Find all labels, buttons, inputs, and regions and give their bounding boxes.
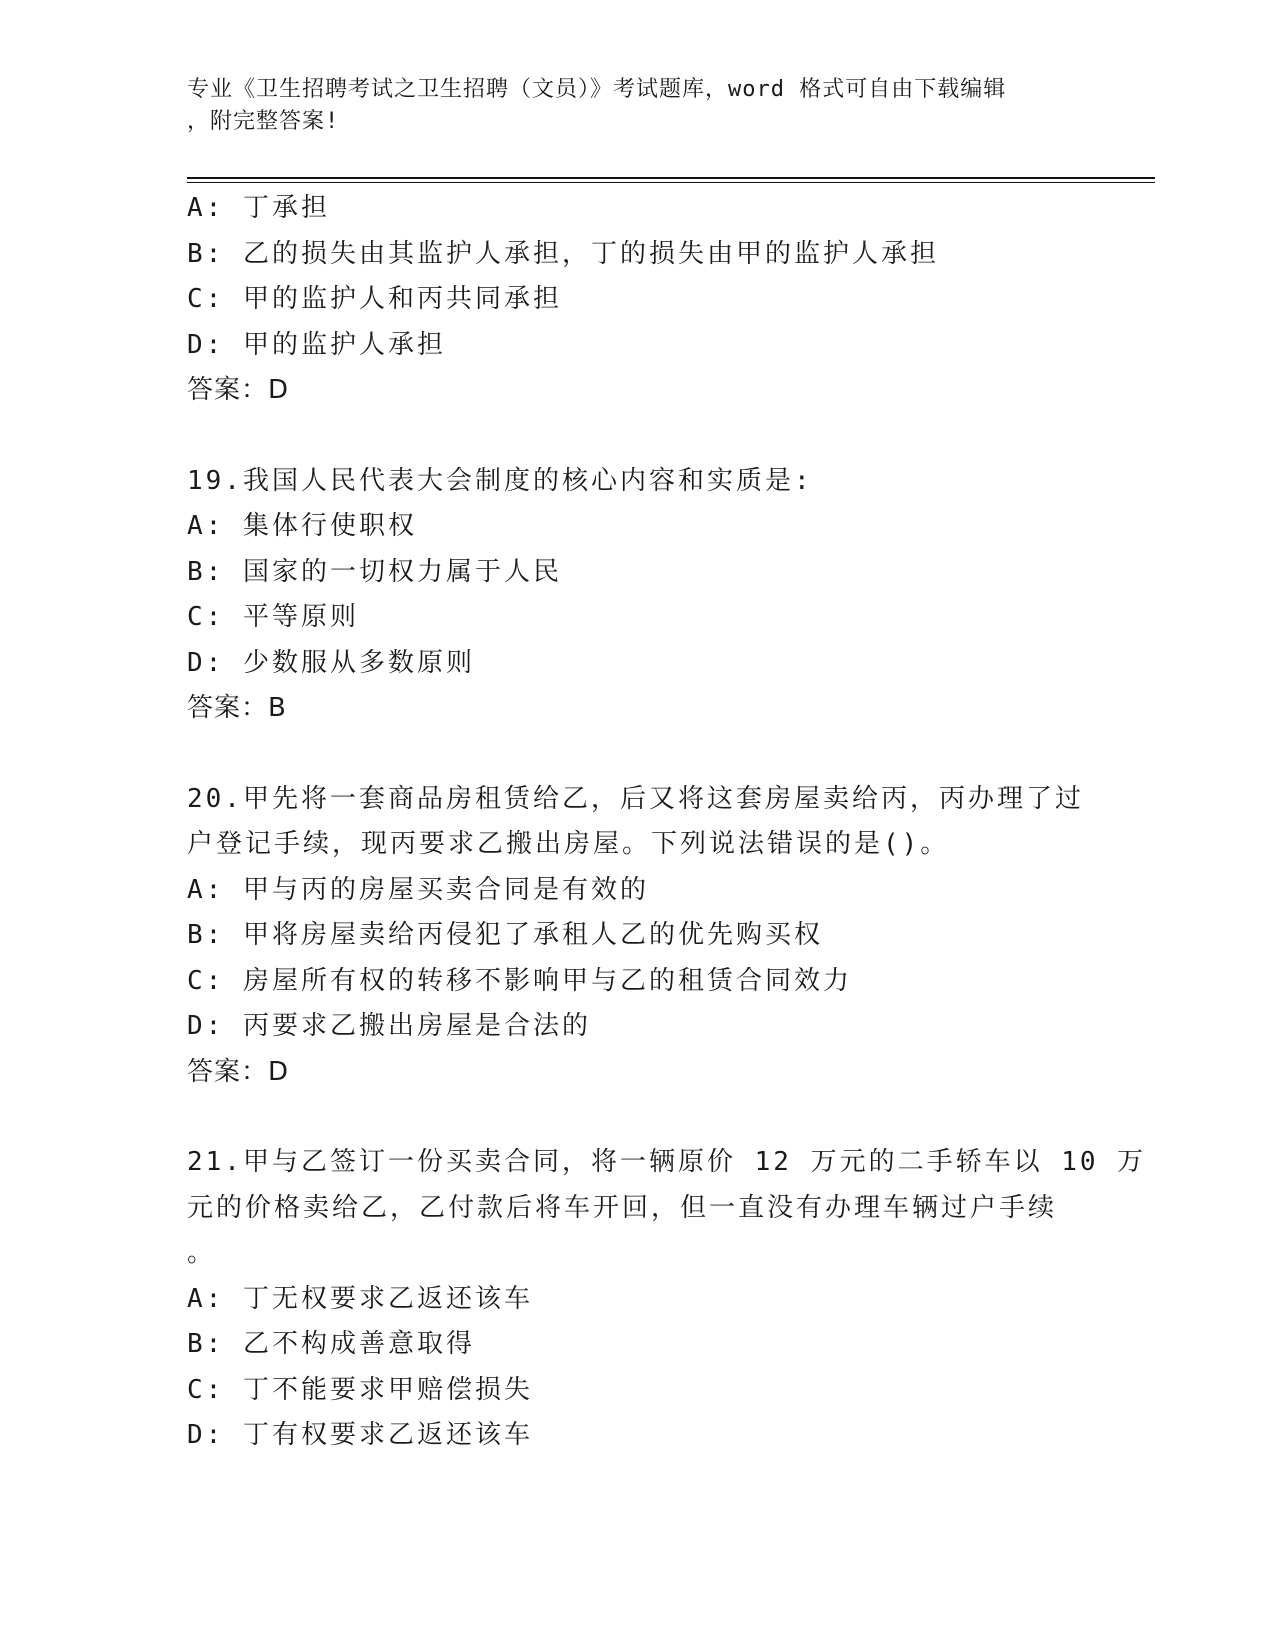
header-line-2: ，附完整答案! xyxy=(187,109,340,134)
option-d: D: 丙要求乙搬出房屋是合法的 xyxy=(187,1011,591,1041)
option-d: D: 少数服从多数原则 xyxy=(187,647,475,678)
answer: 答案：B xyxy=(187,693,287,723)
spacer xyxy=(187,414,1087,459)
header-line-1: 专业《卫生招聘考试之卫生招聘（文员）》考试题库，word 格式可自由下载编辑 xyxy=(187,77,1007,102)
question-19 xyxy=(187,459,1087,732)
option-b: B: 国家的一切权力属于人民 xyxy=(187,556,562,587)
question-text: 19.我国人民代表大会制度的核心内容和实质是: xyxy=(187,465,813,496)
option-d: D: 甲的监护人承担 xyxy=(187,329,446,360)
option-c: C: 房屋所有权的转移不影响甲与乙的租赁合同效力 xyxy=(187,965,852,996)
option-b: B: 甲将房屋卖给丙侵犯了承租人乙的优先购买权 xyxy=(187,920,823,950)
question-21 xyxy=(187,1140,1147,1459)
question-text-line-3: 。 xyxy=(187,1238,217,1268)
question-text-line-2: 户登记手续，现丙要求乙搬出房屋。下列说法错误的是()。 xyxy=(187,829,950,859)
question-text-line-1: 21.甲与乙签订一份买卖合同，将一辆原价 12 万元的二手轿车以 10 万 xyxy=(187,1147,1147,1177)
option-c: C: 丁不能要求甲赔偿损失 xyxy=(187,1374,533,1405)
option-c: C: 甲的监护人和丙共同承担 xyxy=(187,284,562,314)
question-18 xyxy=(187,186,1087,414)
spacer xyxy=(187,1095,1087,1140)
answer: 答案：D xyxy=(187,1056,290,1087)
option-a: A: 集体行使职权 xyxy=(187,511,417,541)
question-20 xyxy=(187,777,1087,1096)
question-list xyxy=(187,186,1147,1459)
option-d: D: 丁有权要求乙返还该车 xyxy=(187,1420,533,1450)
spacer xyxy=(187,732,1087,777)
question-text-line-2: 元的价格卖给乙，乙付款后将车开回，但一直没有办理车辆过户手续 xyxy=(187,1192,1058,1223)
option-b: B: 乙的损失由其监护人承担，丁的损失由甲的监护人承担 xyxy=(187,238,939,269)
option-a: A: 甲与丙的房屋买卖合同是有效的 xyxy=(187,874,649,905)
option-a: A: 丁承担 xyxy=(187,193,330,223)
option-a: A: 丁无权要求乙返还该车 xyxy=(187,1283,533,1314)
answer: 答案：D xyxy=(187,375,290,405)
document-header xyxy=(187,74,1067,138)
option-b: B: 乙不构成善意取得 xyxy=(187,1329,475,1359)
question-text-line-1: 20.甲先将一套商品房租赁给乙，后又将这套房屋卖给丙，丙办理了过 xyxy=(187,783,1084,814)
header-divider xyxy=(187,177,1155,183)
option-c: C: 平等原则 xyxy=(187,602,359,632)
